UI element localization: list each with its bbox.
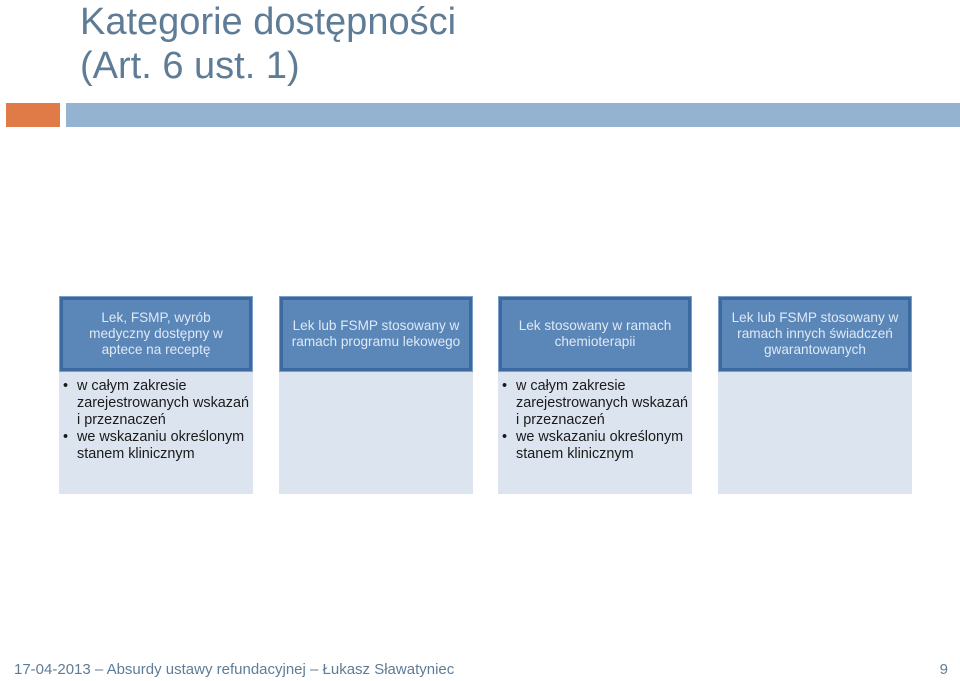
page-number: 9 — [939, 661, 948, 678]
category-column-1 — [59, 296, 253, 494]
category-column-4 — [718, 296, 912, 494]
category-body-4 — [718, 372, 912, 494]
bullet-list-1 — [63, 378, 249, 463]
category-header-3: Lek stosowany w ramach chemioterapii — [498, 296, 692, 372]
slide-title — [80, 0, 456, 88]
category-column-2 — [279, 296, 473, 494]
slide-title-line2: (Art. 6 ust. 1) — [80, 45, 300, 87]
list-item: • w całym zakresie zarejestrowanych wskazań i przeznaczeń — [77, 378, 249, 429]
list-item: • w całym zakresie zarejestrowanych wskazań i przeznaczeń — [516, 378, 688, 429]
category-body-3 — [498, 372, 692, 494]
decorative-orange-bar — [6, 103, 60, 127]
slide-title-line1: Kategorie dostępności — [80, 1, 457, 43]
category-header-1: Lek, FSMP, wyrób medyczny dostępny w aptece na receptę — [59, 296, 253, 372]
decorative-blue-bar — [66, 103, 960, 127]
list-item: • we wskazaniu określonym stanem klinicznym — [77, 429, 249, 463]
category-body-2 — [279, 372, 473, 494]
slide-footer: 17-04-2013 – Absurdy ustawy refundacyjnej – Łukasz Sławatyniec — [14, 661, 455, 678]
list-item: • we wskazaniu określonym stanem klinicznym — [516, 429, 688, 463]
category-header-2: Lek lub FSMP stosowany w ramach programu lekowego — [279, 296, 473, 372]
category-header-4: Lek lub FSMP stosowany w ramach innych świadczeń gwarantowanych — [718, 296, 912, 372]
bullet-list-3 — [502, 378, 688, 463]
category-body-1 — [59, 372, 253, 494]
category-column-3 — [498, 296, 692, 494]
